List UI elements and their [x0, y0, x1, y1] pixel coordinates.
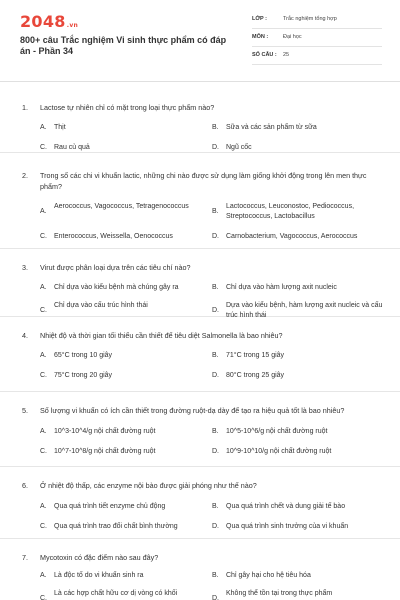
option-text: Chỉ dựa vào cấu trúc hình thái: [54, 302, 148, 309]
answer-option[interactable]: [212, 571, 384, 581]
option-letter: D.: [212, 523, 219, 530]
option-letter: D.: [212, 233, 219, 240]
question-number: 4.: [22, 331, 28, 340]
answer-option[interactable]: [212, 589, 384, 600]
document-meta: [252, 14, 382, 68]
page-header: [0, 0, 400, 82]
option-text: Sữa và các sản phẩm từ sữa: [226, 124, 317, 131]
option-text: 10^5-10^6/g nội chất đường ruột: [226, 428, 328, 435]
meta-value: Trắc nghiệm tổng hợp: [283, 16, 337, 22]
answer-option[interactable]: [40, 522, 212, 532]
answer-option[interactable]: [40, 371, 212, 381]
meta-row-count: [252, 50, 382, 65]
question-label: Số lượng vi khuẩn có ích cần thiết trong đường ruột-dạ dày để tạo ra hiệu quả tốt là bao nhiêu?: [40, 406, 345, 415]
question-text: [22, 262, 380, 273]
answer-option[interactable]: [40, 571, 212, 581]
option-letter: C.: [40, 523, 47, 530]
option-letter: A.: [40, 208, 47, 215]
meta-value: 25: [283, 52, 290, 58]
option-letter: B.: [212, 284, 219, 291]
option-text: Qua quá trình trao đổi chất bình thường: [54, 523, 178, 530]
answer-option[interactable]: [212, 427, 384, 437]
option-letter: B.: [212, 503, 219, 510]
answer-option[interactable]: [40, 202, 212, 222]
answer-option[interactable]: [40, 447, 212, 457]
answer-option[interactable]: [212, 202, 384, 222]
option-letter: A.: [40, 284, 47, 291]
question-item: [0, 82, 400, 153]
option-text: Rau củ quả: [54, 144, 90, 151]
answer-option[interactable]: [40, 143, 212, 153]
question-label: Ở nhiệt độ thấp, các enzyme nội bào được giải phóng như thế nào?: [40, 481, 257, 490]
option-letter: B.: [212, 572, 219, 579]
question-text: [22, 330, 380, 341]
question-text: [22, 552, 380, 563]
question-number: 6.: [22, 481, 28, 490]
option-letter: C.: [40, 233, 47, 240]
option-letter: A.: [40, 503, 47, 510]
option-letter: C.: [40, 307, 47, 314]
option-letter: A.: [40, 572, 47, 579]
option-text: 10^9-10^10/g nội chất đường ruột: [226, 448, 332, 455]
question-label: Virut được phân loại dựa trên các tiêu chí nào?: [40, 263, 191, 272]
question-label: Lactose tự nhiên chỉ có mặt trong loại thực phẩm nào?: [40, 103, 215, 112]
option-text: Enterococcus, Weissella, Oenococcus: [54, 233, 173, 240]
option-letter: D.: [212, 144, 219, 151]
meta-label: SỐ CÂU :: [252, 52, 277, 58]
option-letter: D.: [212, 595, 219, 600]
option-text: Lactococcus, Leuconostoc, Pediococcus, Streptococcus, Lactobacillus: [226, 203, 355, 220]
answer-option[interactable]: [212, 522, 384, 532]
option-text: 65°C trong 10 giây: [54, 352, 113, 359]
option-text: Carnobacterium, Vagococcus, Aerococcus: [226, 233, 358, 240]
answer-option[interactable]: [40, 123, 212, 133]
meta-row-class: [252, 14, 382, 29]
option-text: Dựa vào kiểu bệnh, hàm lượng axit nucleic và cấu trúc hình thái: [226, 302, 383, 319]
option-text: Aerococcus, Vagococcus, Tetragenococcus: [54, 203, 189, 210]
logo-tld: .vn: [66, 22, 79, 29]
option-letter: B.: [212, 428, 219, 435]
question-item: [0, 317, 400, 392]
document-title: 800+ câu Trắc nghiệm Vi sinh thực phẩm có đáp án - Phần 34: [20, 35, 227, 56]
option-letter: D.: [212, 372, 219, 379]
option-text: Qua quá trình chết và dung giải tế bào: [226, 503, 346, 510]
option-text: Ngũ cốc: [226, 144, 252, 151]
question-label: Trong số các chi vi khuẩn lactic, những chi nào được sử dụng làm giống khởi động trong lên men thực phẩm?: [40, 171, 367, 191]
option-letter: C.: [40, 144, 47, 151]
question-item: [0, 249, 400, 317]
answer-option[interactable]: [40, 502, 212, 512]
question-text: [22, 405, 380, 416]
option-letter: B.: [212, 208, 219, 215]
option-text: 75°C trong 20 giây: [54, 372, 113, 379]
answer-option[interactable]: [212, 447, 384, 457]
question-number: 3.: [22, 263, 28, 272]
option-text: 71°C trong 15 giây: [226, 352, 285, 359]
question-text: [22, 170, 380, 192]
question-item: [0, 539, 400, 600]
answer-option[interactable]: [40, 427, 212, 437]
question-label: Nhiệt độ và thời gian tối thiểu cần thiết để tiêu diệt Salmonella là bao nhiêu?: [40, 331, 283, 340]
answer-option[interactable]: [212, 371, 384, 381]
option-text: 10^3-10^4/g nội chất đường ruột: [54, 428, 156, 435]
option-letter: B.: [212, 352, 219, 359]
option-text: 10^7-10^8/g nội chất đường ruột: [54, 448, 156, 455]
option-text: Là các hợp chất hữu cơ dị vòng có khối: [54, 590, 178, 597]
option-letter: C.: [40, 372, 47, 379]
site-logo[interactable]: [20, 13, 78, 35]
answer-option[interactable]: [212, 283, 384, 293]
answer-option[interactable]: [212, 351, 384, 361]
answer-option[interactable]: [40, 351, 212, 361]
option-text: Chỉ gây hại cho hệ tiêu hóa: [226, 572, 311, 579]
question-number: 7.: [22, 553, 28, 562]
option-text: Thịt: [54, 124, 66, 131]
meta-value: Đại học: [283, 34, 302, 40]
answer-option[interactable]: [212, 232, 384, 242]
question-list: [0, 82, 400, 600]
question-item: [0, 467, 400, 539]
option-letter: A.: [40, 428, 47, 435]
answer-option[interactable]: [212, 123, 384, 133]
answer-option[interactable]: [40, 283, 212, 293]
option-text: Qua quá trình sinh trưởng của vi khuẩn: [226, 523, 349, 530]
option-text: Là độc tố do vi khuẩn sinh ra: [54, 572, 144, 579]
option-text: 80°C trong 25 giây: [226, 372, 285, 379]
option-letter: A.: [40, 124, 47, 131]
logo-main: 2048: [20, 12, 66, 31]
meta-label: LỚP :: [252, 16, 267, 22]
answer-option[interactable]: [40, 232, 212, 242]
question-item: [0, 392, 400, 467]
option-text: Qua quá trình tiết enzyme chủ động: [54, 503, 166, 510]
option-letter: C.: [40, 448, 47, 455]
option-letter: B.: [212, 124, 219, 131]
question-text: [22, 102, 380, 113]
question-item: [0, 153, 400, 249]
option-text: Không thể tồn tại trong thực phẩm: [226, 590, 333, 597]
question-text: [22, 480, 380, 491]
option-letter: D.: [212, 307, 219, 314]
option-text: Chỉ dựa vào kiểu bệnh mà chúng gây ra: [54, 284, 179, 291]
answer-option[interactable]: [40, 589, 212, 600]
option-letter: C.: [40, 595, 47, 600]
option-text: Chỉ dựa vào hàm lượng axit nucleic: [226, 284, 337, 291]
question-number: 5.: [22, 406, 28, 415]
question-label: Mycotoxin có đặc điểm nào sau đây?: [40, 553, 159, 562]
meta-label: MÔN :: [252, 34, 269, 40]
answer-option[interactable]: [212, 143, 384, 153]
option-letter: A.: [40, 352, 47, 359]
option-letter: D.: [212, 448, 219, 455]
meta-row-subject: [252, 32, 382, 47]
question-number: 1.: [22, 103, 28, 112]
question-number: 2.: [22, 171, 28, 180]
answer-option[interactable]: [212, 502, 384, 512]
